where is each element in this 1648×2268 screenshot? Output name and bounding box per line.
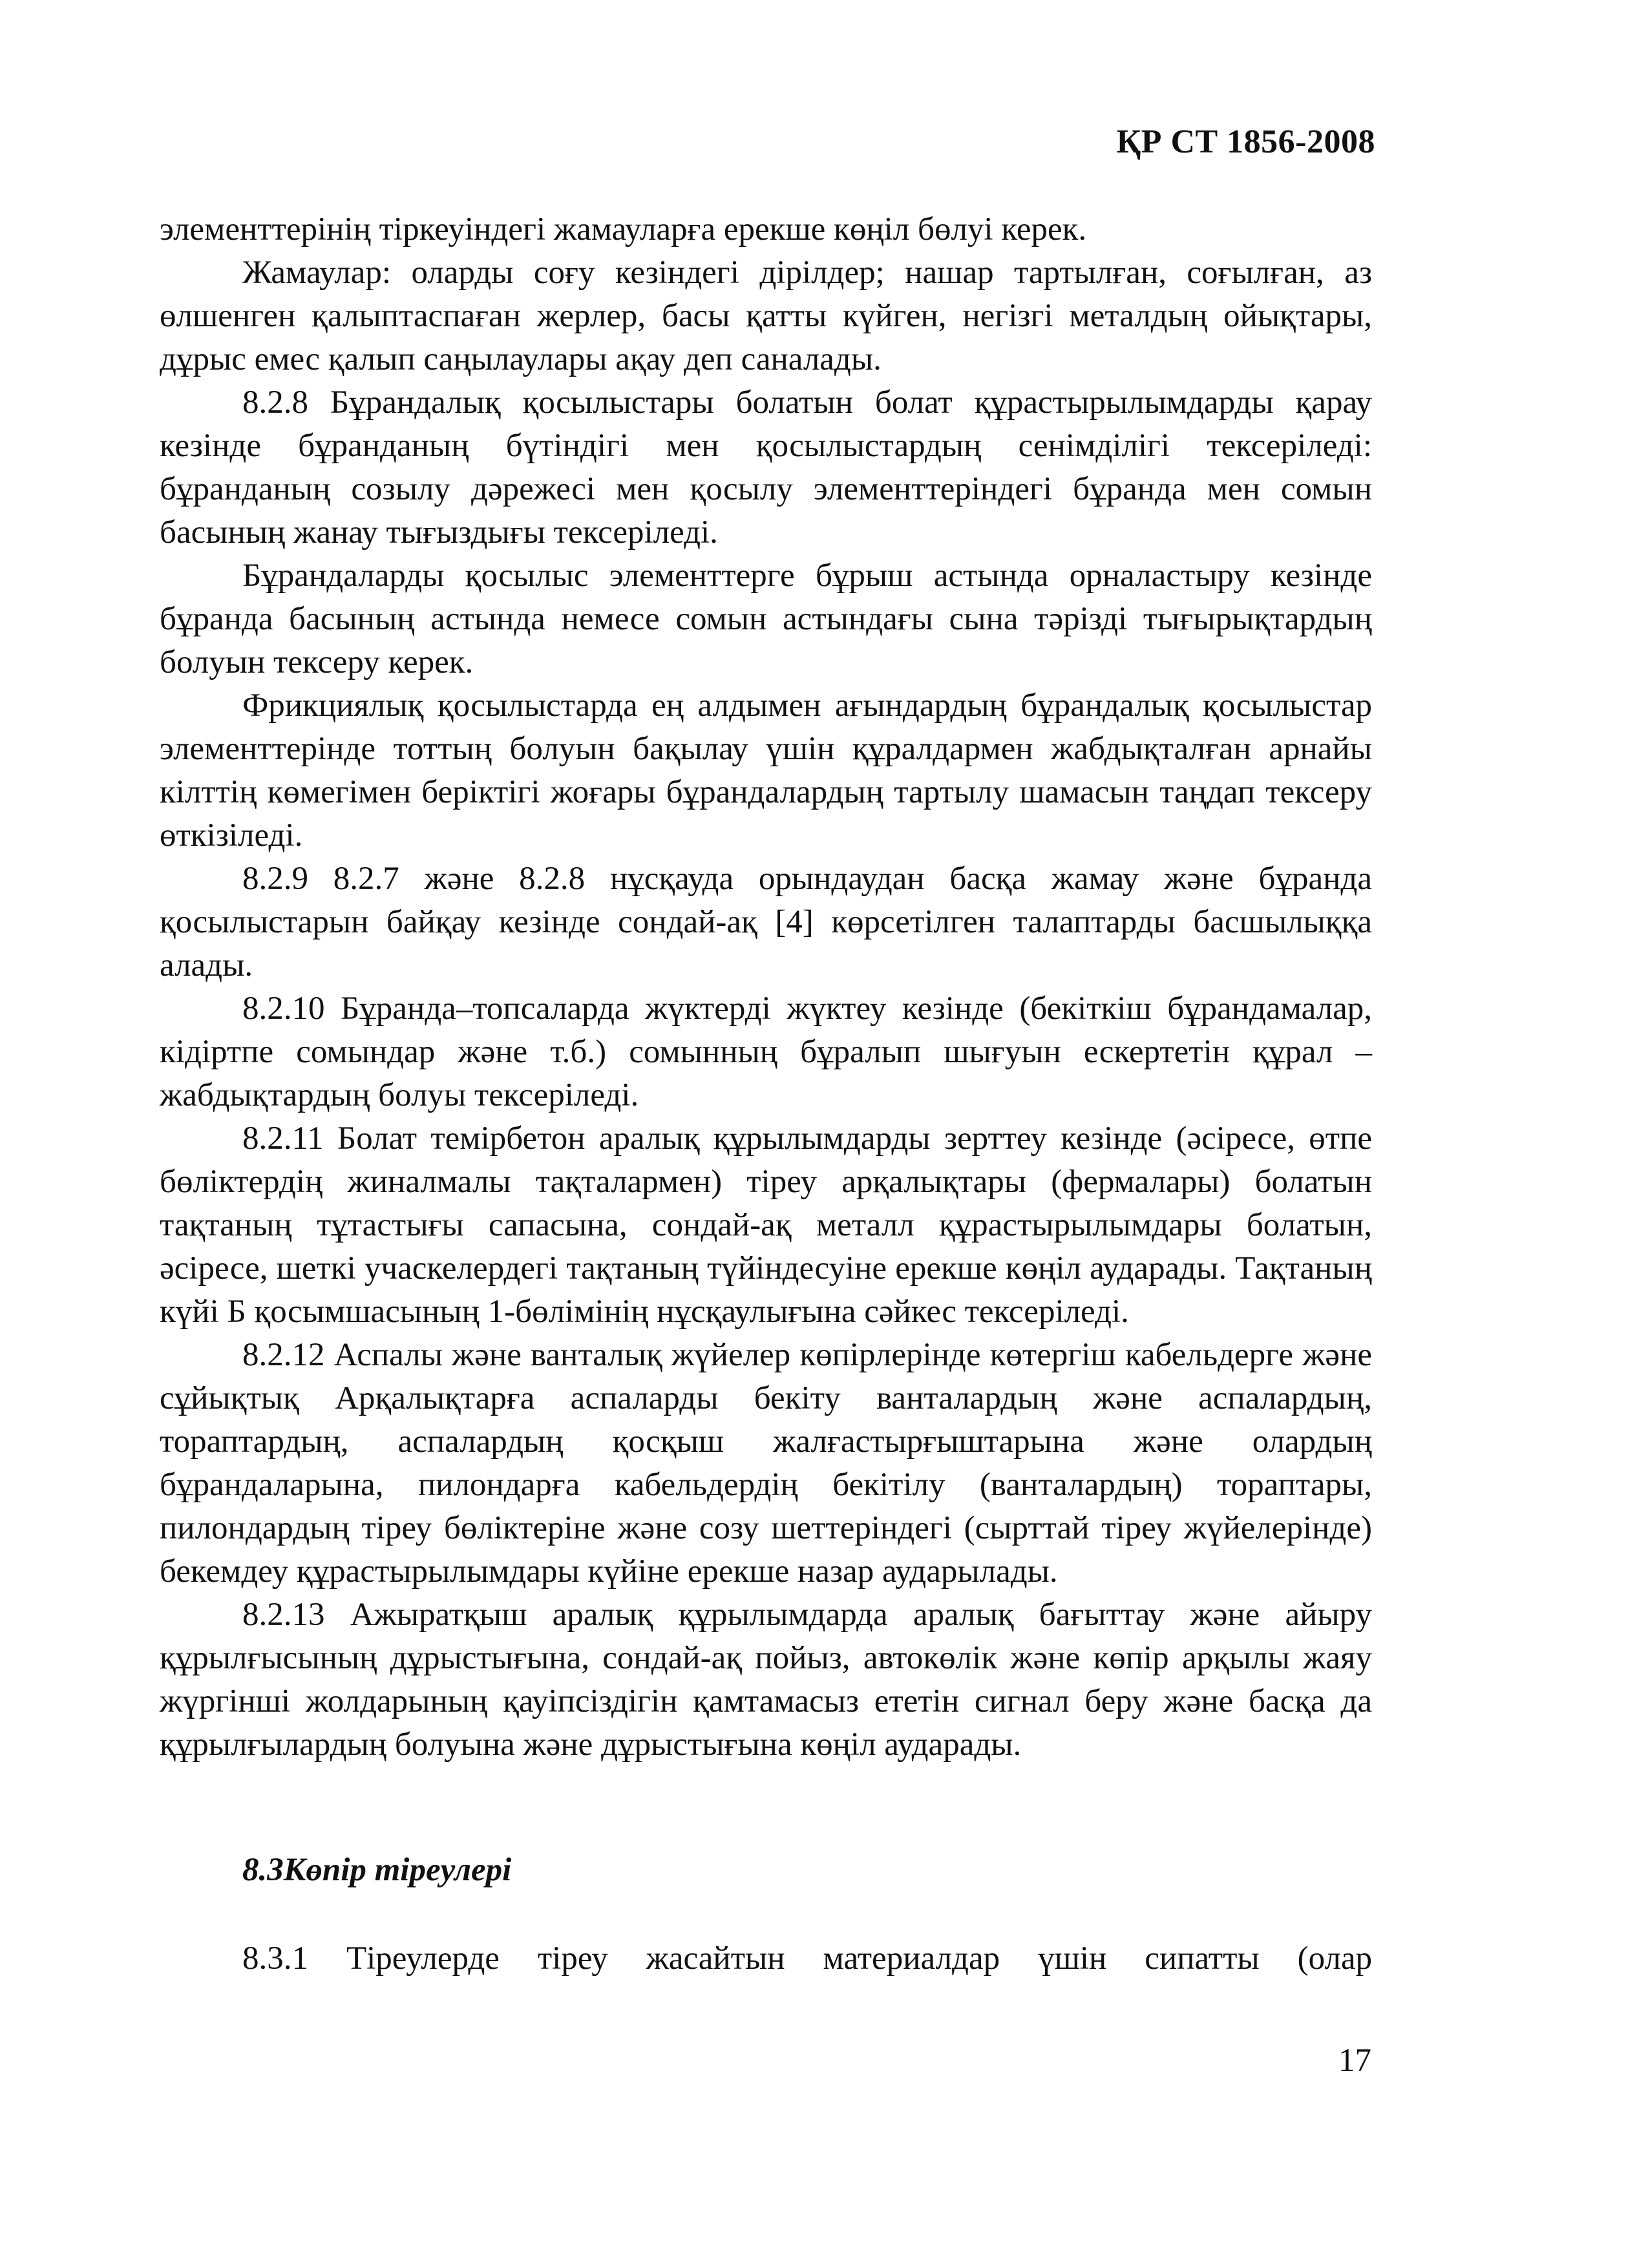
paragraph: 8.2.10 Бұранда–топсаларда жүктерді жүктеу кезінде (бекіткіш бұрандамалар, кідіртпе сомындар және т.б.) сомынның бұралып шығуын ескертетін құрал – жабдықтардың болуы тексеріледі. (160, 991, 1372, 1113)
paragraph-8-3-1: 8.3.1 Тіреулерде тіреу жасайтын материалдар үшін сипатты (олар (242, 1940, 1372, 1977)
document-code-header: ҚР СТ 1856-2008 (1116, 123, 1375, 160)
section-heading: 8.3Көпір тіреулері (242, 1852, 512, 1888)
paragraph: 8.2.9 8.2.7 және 8.2.8 нұсқауда орындаудан басқа жамау және бұранда қосылыстарын байқау кезінде сондай-ақ [4] көрсетілген талаптарды басшылыққа алады. (160, 861, 1372, 983)
paragraph: 8.2.13 Ажыратқыш аралық құрылымдарда аралық бағыттау және айыру құрылғысының дұрыстығына, сондай-ақ пойыз, автокөлік және көпір арқылы жаяу жүргінші жолдарының қауіпсіздігін қамтамасыз ететін сигнал беру және басқа да құрылғылардың болуына және дұрыстығына көңіл аударады. (160, 1597, 1372, 1763)
paragraph: Жамаулар: оларды соғу кезіндегі дірілдер; нашар тартылған, соғылған, аз өлшенген қалыптаспаған жерлер, басы қатты күйген, негізгі металдың ойықтары, дұрыс емес қалып саңылаулары ақау деп саналады. (160, 255, 1372, 377)
paragraph: 8.2.8 Бұрандалық қосылыстары болатын болат құрастырылымдарды қарау кезінде бұранданың бүтіндігі мен қосылыстардың сенімділігі тексеріледі: бұранданың созылу дәрежесі мен қосылу элементтеріндегі бұранда мен сомын басының жанау тығыздығы тексеріледі. (160, 384, 1372, 551)
paragraph: 8.2.11 Болат темірбетон аралық құрылымдарды зерттеу кезінде (әсіресе, өтпе бөліктердің жиналмалы тақталармен) тіреу арқалықтары (фермалары) болатын тақтаның тұтастығы сапасына, сондай-ақ металл құрастырылымдары болатын, әсіресе, шеткі учаскелердегі тақтаның түйіндесуіне ерекше көңіл аударады. Тақтаның күйі Б қосымшасының 1-бөлімінің нұсқаулығына сәйкес тексеріледі. (160, 1120, 1372, 1330)
body-text (160, 208, 1372, 1767)
paragraph: Фрикциялық қосылыстарда ең алдымен ағындардың бұрандалық қосылыстар элементтерінде тоттың болуын бақылау үшін құралдармен жабдықталған арнайы кілттің көмегімен беріктігі жоғары бұрандалардың тартылу шамасын таңдап тексеру өткізіледі. (160, 688, 1372, 854)
paragraph: 8.2.12 Аспалы және ванталық жүйелер көпірлерінде көтергіш кабельдерге және сұйықтық Арқалықтарға аспаларды бекіту ванталардың және аспалардың, тораптардың, аспалардың қосқыш жалғастырғыштарына және олардың бұрандаларына, пилондарға кабельдердің бекітілу (ванталардың) тораптары, пилондардың тіреу бөліктеріне және созу шеттеріндегі (сырттай тіреу жүйелерінде) бекемдеу құрастырылымдары күйіне ерекше назар аударылады. (160, 1337, 1372, 1590)
page-number: 17 (1338, 2042, 1371, 2079)
paragraph: элементтерінің тіркеуіндегі жамауларға ерекше көңіл бөлуі керек. (160, 211, 1087, 247)
paragraph: Бұрандаларды қосылыс элементтерге бұрыш астында орналастыру кезінде бұранда басының астында немесе сомын астындағы сына тәрізді тығырықтардың болуын тексеру керек. (160, 558, 1372, 680)
